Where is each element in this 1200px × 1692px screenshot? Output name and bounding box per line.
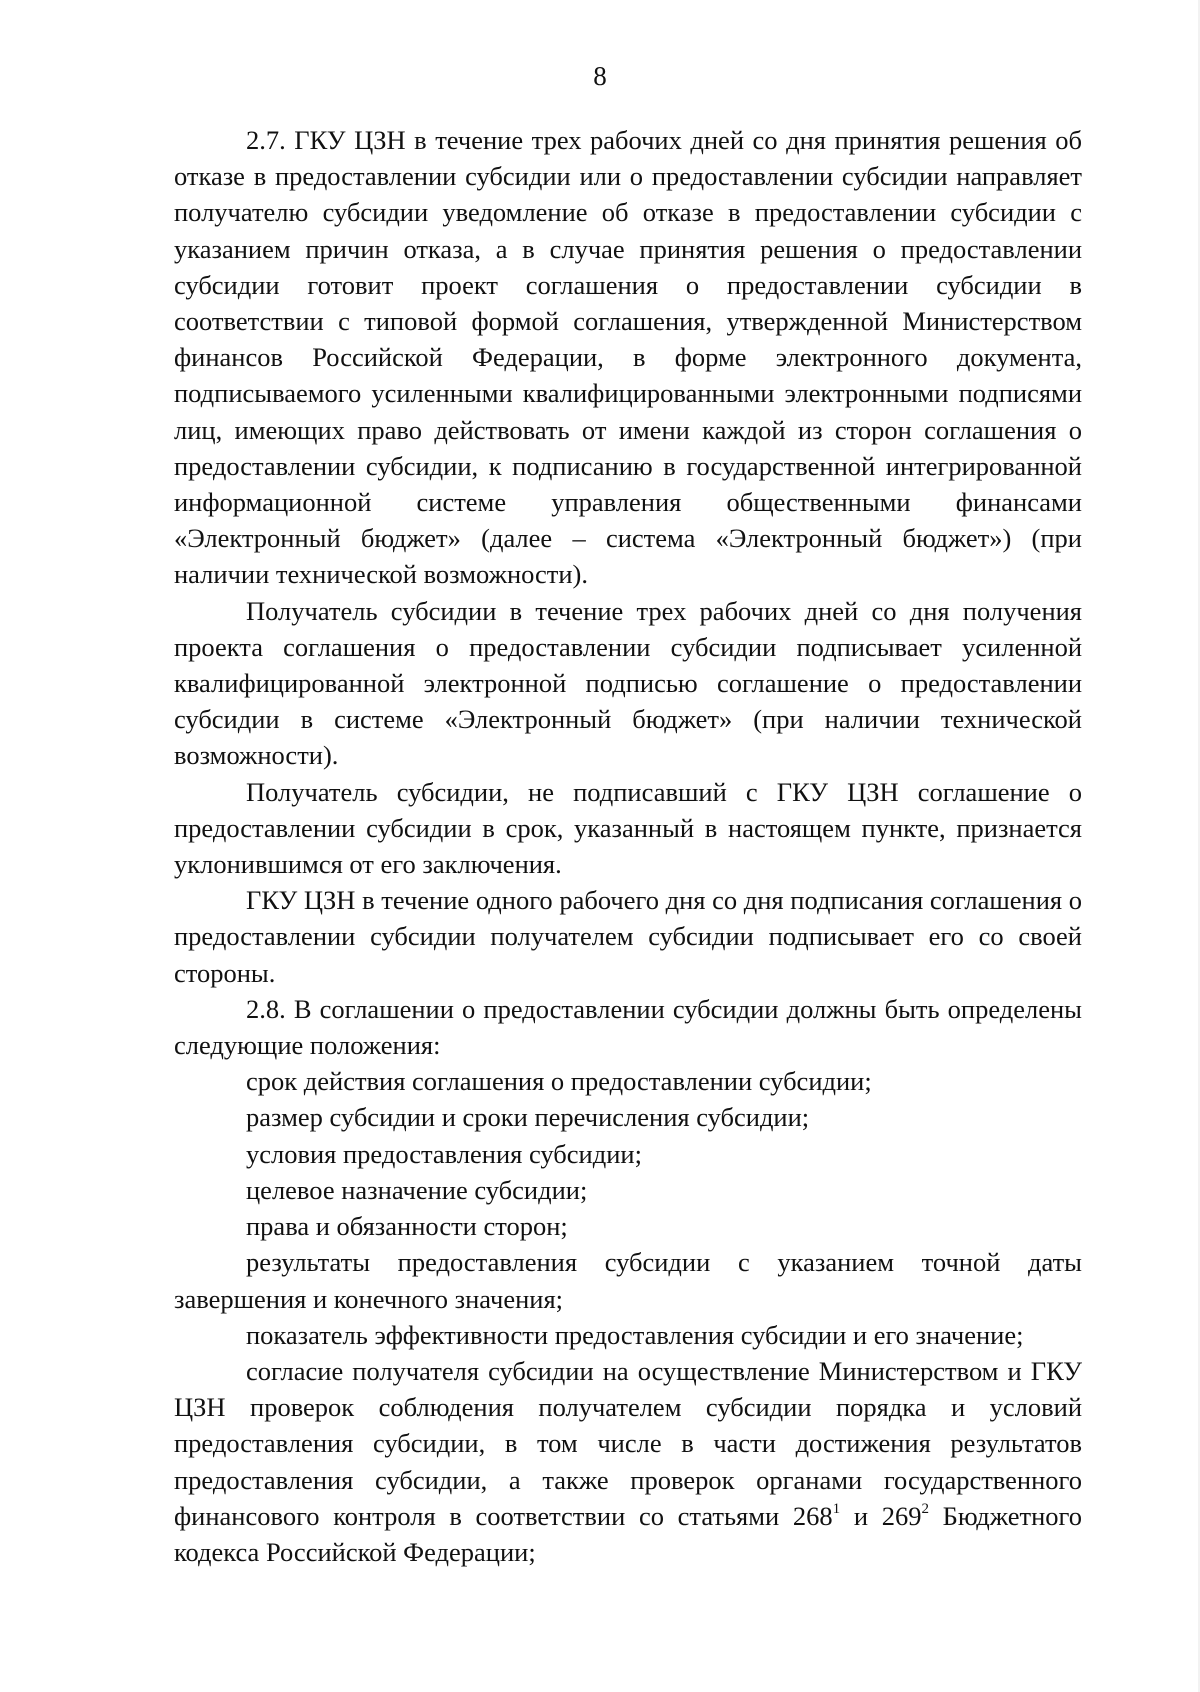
list-item: показатель эффективности предоставления субсидии и его значение; [246, 1319, 1024, 1350]
paragraph-recipient-evasion: Получатель субсидии, не подписавший с ГКУ ЦЗН соглашение о предоставлении субсидии в срок, указанный в настоящем пункте, признается уклонившимся от его заключения. [174, 776, 1082, 880]
paragraph-2-7: 2.7. ГКУ ЦЗН в течение трех рабочих дней со дня принятия решения об отказе в предоставлении субсидии или о предоставлении субсидии направляет получателю субсидии уведомление об отказе в предоставлении субсидии с указанием причин отказа, а в случае принятия решения о предоставлении субсидии готовит проект соглашения о предоставлении субсидии в соответствии с типовой формой соглашения, утвержденной Министерством финансов Российской Федерации, в форме электронного документа, подписываемого усиленными квалифицированными электронными подписями лиц, имеющих право действовать от имени каждой из сторон соглашения о предоставлении субсидии, к подписанию в государственной интегрированной информационной системе управления общественными финансами «Электронный бюджет» (далее – система «Электронный бюджет») (при наличии технической возможности). [174, 125, 1082, 590]
list-item: размер субсидии и сроки перечисления субсидии; [246, 1102, 810, 1133]
superscript-2: 2 [921, 1500, 929, 1517]
paragraph-recipient-signing: Получатель субсидии в течение трех рабочих дней со дня получения проекта соглашения о предоставлении субсидии подписывает усиленной квалифицированной электронной подписью соглашение о предоставлении субсидии в системе «Электронный бюджет» (при наличии технической возможности). [174, 595, 1082, 771]
paragraph-2-8: 2.8. В соглашении о предоставлении субсидии должны быть определены следующие положения: [174, 993, 1082, 1061]
audit-consent-text: согласие получателя субсидии на осуществление Министерством и ГКУ ЦЗН проверок соблюдения получателем субсидии порядка и условий предоставления субсидии, в том числе в части достижения результатов предоставления субсидии, а также проверок органами государственного финансового контроля в соответствии со статьями 268 [174, 1355, 1082, 1531]
list-item: условия предоставления субсидии; [246, 1138, 642, 1169]
list-item: права и обязанности сторон; [246, 1211, 568, 1242]
audit-consent-conjunction: и 269 [840, 1500, 922, 1531]
superscript-1: 1 [832, 1500, 841, 1517]
document-body [174, 122, 1082, 1570]
list-item: результаты предоставления субсидии с указанием точной даты завершения и конечного значения; [174, 1247, 1082, 1314]
list-item-audit-consent [174, 1353, 1082, 1570]
list-item: целевое назначение субсидии; [246, 1174, 588, 1205]
audit-consent-tail: Бюджетного кодекса Российской Федерации; [174, 1500, 1082, 1567]
list-item: срок действия соглашения о предоставлении субсидии; [246, 1066, 872, 1097]
paragraph-gku-signing: ГКУ ЦЗН в течение одного рабочего дня со дня подписания соглашения о предоставлении субсидии получателем субсидии подписывает его со своей стороны. [174, 885, 1082, 988]
page-number: 8 [593, 61, 607, 91]
